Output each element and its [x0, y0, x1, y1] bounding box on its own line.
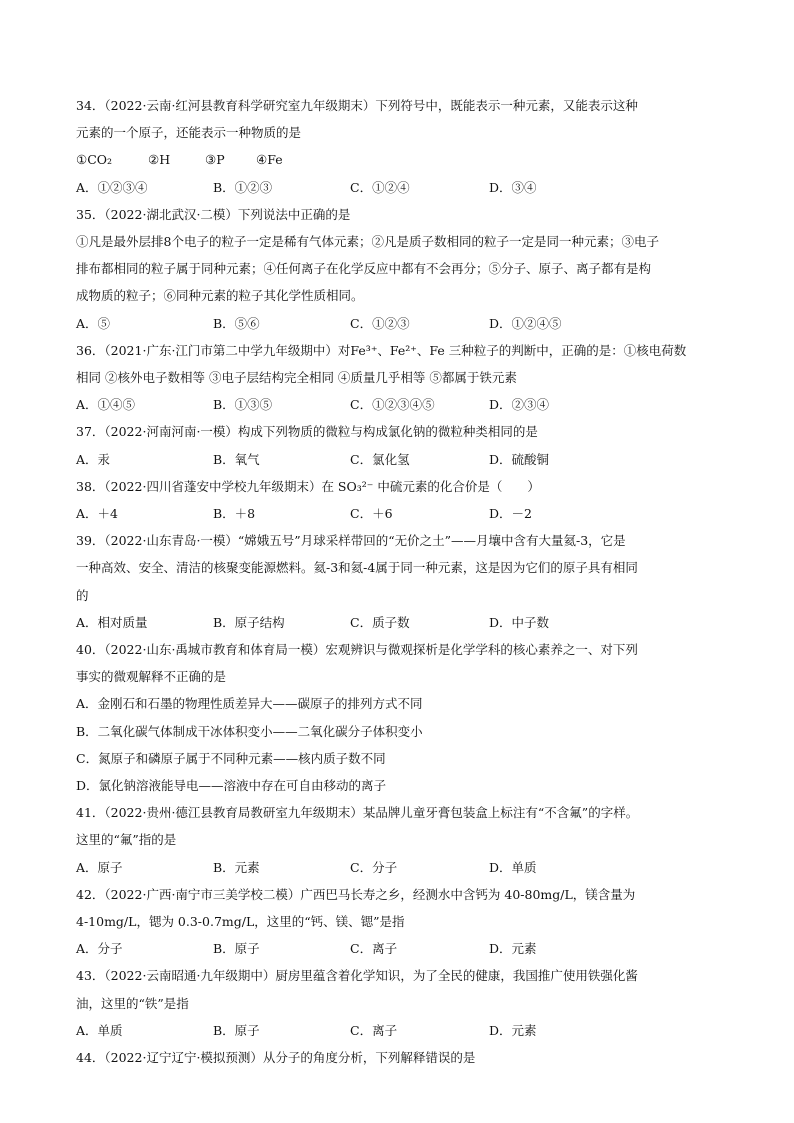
- answer-option: C．①②③: [350, 315, 410, 331]
- question-stem: 40．（2022·山东·禹城市教育和体育局一模）宏观辨识与微观探析是化学学科的核心素养之一、对下列: [76, 642, 638, 657]
- answer-option: B．原子: [213, 1022, 260, 1038]
- answer-option: D．氯化钠溶液能导电——溶液中存在可自由移动的离子: [76, 778, 387, 793]
- answer-option: A．单质: [76, 1022, 123, 1038]
- sub-item: ①CO₂: [76, 152, 113, 168]
- answer-option: A．①④⑤: [76, 397, 136, 413]
- answer-option: C．氮原子和磷原子属于不同种元素——核内质子数不同: [76, 750, 386, 766]
- answer-option: B．原子: [213, 941, 260, 957]
- answer-option: A．⑤: [76, 315, 111, 331]
- answer-option: C．质子数: [350, 614, 410, 630]
- answer-option: B．元素: [213, 859, 260, 875]
- answer-option: D．②③④: [489, 397, 550, 413]
- answer-option: D．中子数: [489, 614, 550, 630]
- answer-option: A．相对质量: [76, 614, 148, 630]
- answer-option: A．汞: [76, 451, 111, 467]
- answer-option: D．元素: [489, 941, 537, 957]
- answer-option: A．①②③④: [76, 179, 148, 195]
- question-stem-continued: ①凡是最外层排8个电子的粒子一定是稀有气体元素；②凡是质子数相同的粒子一定是同一种元素；③电子: [76, 234, 659, 249]
- answer-option: B．＋8: [213, 506, 256, 521]
- question-stem: 41．（2022·贵州·德江县教育局教研室九年级期末）某品牌儿童牙膏包装盒上标注有“不含氟”的字样。: [76, 805, 639, 821]
- question-stem-continued: 油，这里的“铁”是指: [76, 995, 189, 1011]
- question-stem: 39．（2022·山东青岛·一模）“嫦娥五号”月球采样带回的“无价之土”——月壤中含有大量氦-3，它是: [76, 533, 626, 549]
- question-stem-continued: 排布都相同的粒子属于同种元素；④任何离子在化学反应中都有不会再分；⑤分子、原子、离子都有是构: [76, 261, 652, 277]
- answer-option: A．原子: [76, 859, 123, 875]
- question-stem: 42．（2022·广西·南宁市三美学校二模）广西巴马长寿之乡，经测水中含钙为 40-80mg/L，镁含量为: [76, 886, 636, 902]
- question-stem-continued: 这里的“氟”指的是: [76, 832, 177, 848]
- answer-option: D．③④: [489, 179, 537, 195]
- question-stem-continued: 的: [76, 587, 89, 603]
- sub-item: ④Fe: [256, 152, 283, 168]
- question-stem: 43．（2022·云南昭通·九年级期中）厨房里蕴含着化学知识，为了全民的健康，我国推广使用铁强化酱: [76, 968, 638, 984]
- answer-option: D．①②④⑤: [489, 315, 562, 331]
- answer-option: C．①②④: [350, 179, 410, 195]
- answer-option: B．原子结构: [213, 614, 285, 630]
- question-stem: 37．（2022·河南河南·一模）构成下列物质的微粒与构成氯化钠的微粒种类相同的是: [76, 424, 538, 440]
- answer-option: D．－2: [489, 506, 532, 521]
- question-stem-continued: 成物质的粒子；⑥同种元素的粒子其化学性质相同。: [76, 288, 364, 304]
- question-stem-continued: 4-10mg/L，锶为 0.3-0.7mg/L，这里的“钙、镁、锶”是指: [76, 914, 405, 929]
- answer-option: C．①②③④⑤: [350, 397, 435, 413]
- question-stem-continued: 一种高效、安全、清洁的核聚变能源燃料。氦-3和氦-4属于同一种元素，这是因为它们的原子具有相同: [76, 560, 638, 576]
- question-stem-continued: 元素的一个原子，还能表示一种物质的是: [76, 125, 302, 141]
- answer-option: D．硫酸铜: [489, 451, 550, 467]
- question-stem: 38．（2022·四川省蓬安中学校九年级期末）在 SO₃²⁻ 中硫元素的化合价是（ ）: [76, 478, 540, 494]
- answer-option: B．氧气: [213, 451, 260, 467]
- question-stem: 44．（2022·辽宁辽宁·模拟预测）从分子的角度分析，下列解释错误的是: [76, 1050, 476, 1065]
- sub-item: ③P: [205, 152, 225, 168]
- answer-option: C．离子: [350, 1022, 398, 1038]
- question-stem-continued: 相同 ②核外电子数相等 ③电子层结构完全相同 ④质量几乎相等 ⑤都属于铁元素: [76, 370, 517, 385]
- question-stem: 36．（2021·广东·江门市第二中学九年级期中）对Fe³⁺、Fe²⁺、Fe 三种粒子的判断中，正确的是：①核电荷数: [76, 342, 687, 358]
- answer-option: A．金刚石和石墨的物理性质差异大——碳原子的排列方式不同: [76, 696, 423, 712]
- answer-option: D．单质: [489, 859, 537, 875]
- question-stem: 35．（2022·湖北武汉·二模）下列说法中正确的是: [76, 206, 351, 222]
- sub-item: ②H: [148, 152, 171, 168]
- question-stem: 34．（2022·云南·红河县教育科学研究室九年级期末）下列符号中，既能表示一种元素，又能表示这种: [76, 98, 638, 113]
- question-stem-continued: 事实的微观解释不正确的是: [76, 669, 227, 685]
- answer-option: C．分子: [350, 859, 398, 875]
- answer-option: C．＋6: [350, 506, 393, 521]
- answer-option: A．＋4: [76, 506, 118, 521]
- answer-option: B．⑤⑥: [213, 315, 260, 331]
- answer-option: B．①②③: [213, 179, 273, 195]
- answer-option: A．分子: [76, 941, 123, 957]
- answer-option: B．①③⑤: [213, 397, 273, 413]
- answer-option: D．元素: [489, 1022, 537, 1038]
- answer-option: C．离子: [350, 941, 398, 957]
- answer-option: C．氯化氢: [350, 451, 410, 467]
- answer-option: B．二氧化碳气体制成干冰体积变小——二氧化碳分子体积变小: [76, 723, 423, 739]
